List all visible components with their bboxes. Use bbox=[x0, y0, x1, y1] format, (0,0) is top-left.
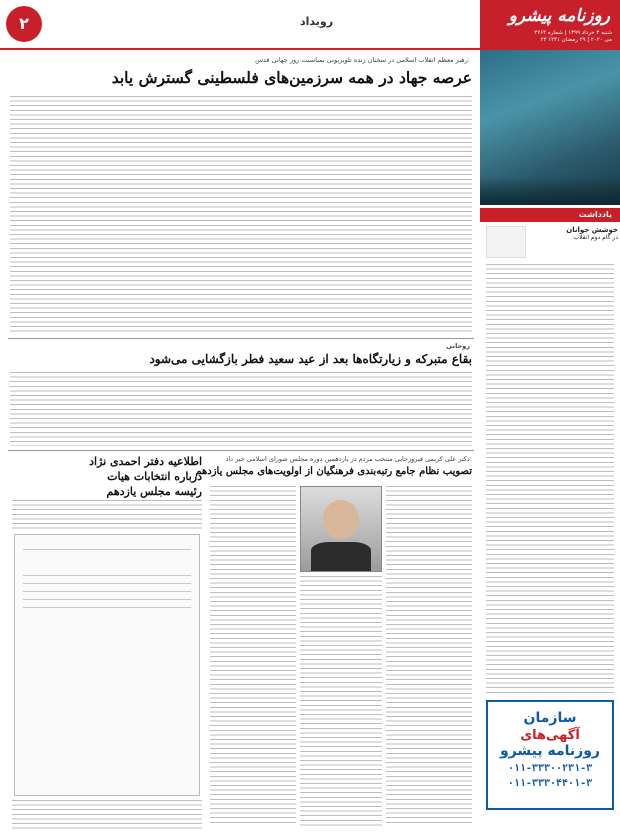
page-number-badge: ۲ bbox=[6, 6, 42, 42]
notes-body-text bbox=[486, 264, 614, 694]
third-story-body-col1 bbox=[386, 486, 472, 826]
fourth-story-caption bbox=[12, 800, 202, 830]
third-story-body-col3 bbox=[210, 486, 296, 826]
second-story-section: روحانی bbox=[446, 342, 470, 350]
notes-illustration bbox=[486, 226, 526, 258]
second-story-headline: بقاع متبرکه و زیارتگاه‌ها بعد از عید سعید فطر بازگشایی می‌شود bbox=[149, 352, 472, 366]
section-title: رویداد bbox=[300, 15, 334, 28]
third-story-body-col2 bbox=[300, 576, 382, 826]
main-story-headline: عرصه جهاد در همه سرزمین‌های فلسطینی گسترش یابد bbox=[111, 68, 472, 87]
notes-heading: خوشش جوانان در گام دوم انقلاب bbox=[566, 226, 618, 241]
al-quds-photo bbox=[480, 50, 620, 205]
fourth-story-intro bbox=[12, 500, 202, 530]
mp-portrait-photo bbox=[300, 486, 382, 572]
fourth-story-headline: اطلاعیه دفتر احمدی نژاد درباره انتخابات هیات رئیسه مجلس یازدهم bbox=[89, 455, 202, 498]
page-header bbox=[0, 0, 620, 50]
ads-box: سازمان آگهی‌های روزنامه پیشرو ۰۱۱-۳۳۳۰۰۲۳۱-۳ ۰۱۱-۳۳۳۰۴۴۰۱-۳ bbox=[486, 700, 614, 810]
second-story-body bbox=[10, 372, 472, 446]
masthead bbox=[480, 0, 620, 50]
third-story-headline: تصویب نظام جامع رتبه‌بندی فرهنگیان از اولویت‌های مجلس یازدهم bbox=[195, 466, 472, 477]
notes-section-title: یادداشت bbox=[480, 208, 620, 222]
newspaper-logo: روزنامه پیشرو bbox=[508, 6, 610, 26]
sidebar-column bbox=[480, 50, 620, 837]
header-rule bbox=[0, 48, 480, 50]
main-story-body bbox=[10, 96, 472, 334]
issue-info: شنبه ۳ خرداد ۱۳۹۹ | شماره ۲۷۶۴ ۲۳ می ۲۰۲۰ | ۲۹ رمضان ۱۴۴۱ bbox=[534, 30, 612, 43]
third-story-kicker: دکتر علی کریمی فیروزجایی منتخب مردم در یازدهمین دوره مجلس شورای اسلامی خبر داد: bbox=[225, 455, 472, 463]
main-story-kicker: رهبر معظم انقلاب اسلامی در سخنان زنده تلویزیونی بمناسبت روز جهانی قدس: bbox=[255, 56, 470, 64]
official-letter-image bbox=[14, 534, 200, 796]
